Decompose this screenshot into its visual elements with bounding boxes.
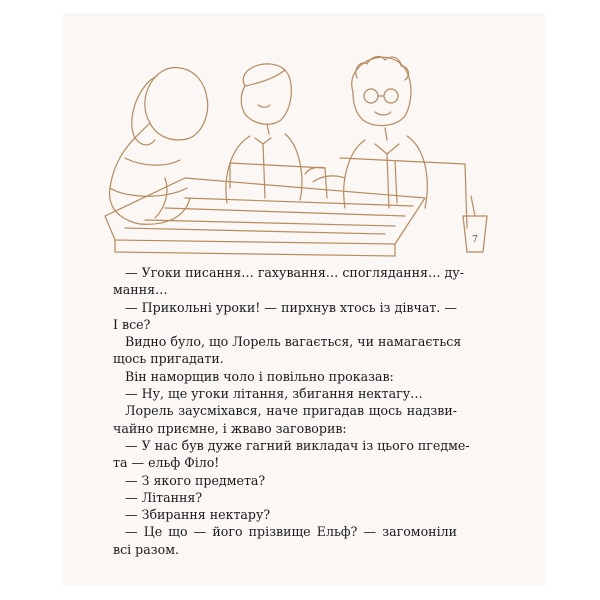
- text-line: — У нас був дуже гагний викладач із цього пгедме-: [125, 437, 470, 453]
- children-at-table-illustration: [95, 28, 515, 260]
- text-line: — Літання?: [125, 489, 203, 505]
- text-line: Лорель заусміхався, наче пригадав щось надзви-: [125, 403, 457, 419]
- text-line: мання…: [113, 282, 168, 298]
- text-line: та — ельф Філо!: [113, 455, 220, 471]
- text-line: щось пригадати.: [113, 351, 224, 367]
- text-line: чайно приємне, і жваво заговорив:: [113, 420, 347, 436]
- text-line: — Угоки писання… гахування… споглядання… ду-: [125, 265, 464, 280]
- cup-label: 7: [472, 235, 478, 245]
- text-line: — Це що — його прізвище Ельф? — загомоніли: [125, 524, 457, 540]
- text-line: Він наморщив чоло і повільно проказав:: [125, 368, 394, 384]
- text-line: — Ну, ще угоки літання, збигання нектагу…: [125, 386, 423, 402]
- story-text: [113, 264, 470, 558]
- text-line: І все?: [113, 316, 151, 332]
- text-line: — З якого предмета?: [125, 472, 266, 488]
- text-line: Видно було, що Лорель вагається, чи намагається: [125, 334, 462, 350]
- text-line: — Прикольні уроки! — пирхнув хтось із дівчат. —: [125, 299, 457, 315]
- text-line: — Збирання нектару?: [125, 507, 271, 523]
- text-line: всі разом.: [113, 541, 179, 557]
